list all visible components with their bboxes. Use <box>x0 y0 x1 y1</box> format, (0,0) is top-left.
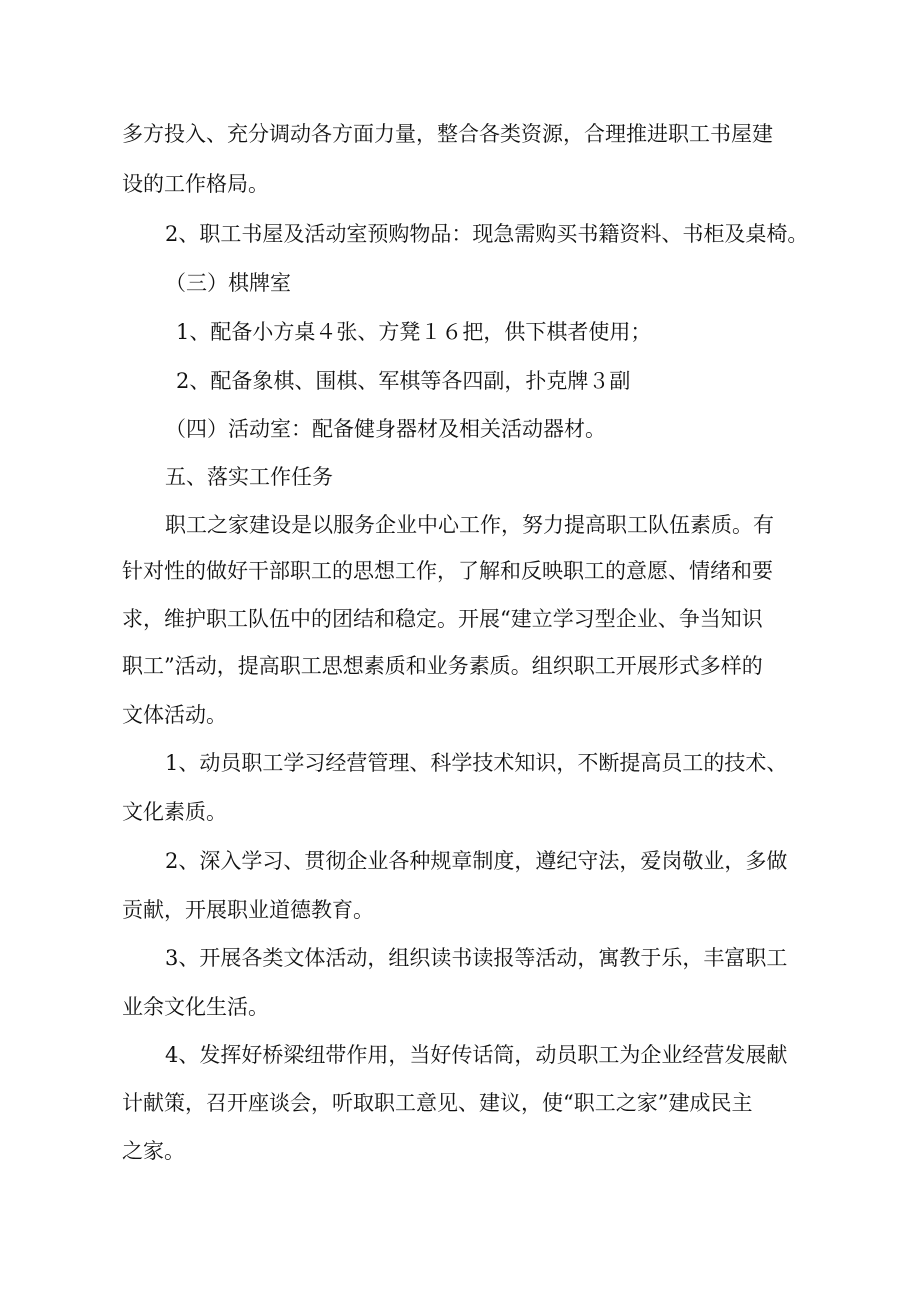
text-line: 3、开展各类文体活动，组织读书读报等活动，寓教于乐，丰富职工 <box>165 946 788 970</box>
text-line: 1、动员职工学习经营管理、科学技术知识，不断提高员工的技术、 <box>165 751 788 775</box>
text-line: 1、配备小方桌４张、方凳１６把，供下棋者使用； <box>176 320 652 344</box>
text-line: 职工之家建设是以服务企业中心工作，努力提高职工队伍素质。有 <box>165 513 774 537</box>
text-line: 五、落实工作任务 <box>165 465 333 489</box>
text-line: 之家。 <box>122 1139 185 1163</box>
text-line: 职工”活动，提高职工思想素质和业务素质。组织职工开展形式多样的 <box>122 654 763 678</box>
text-line: 针对性的做好干部职工的思想工作，了解和反映职工的意愿、情绪和要 <box>122 559 773 583</box>
text-line: 设的工作格局。 <box>122 172 269 196</box>
text-line: 2、深入学习、贯彻企业各种规章制度，遵纪守法，爱岗敬业，多做 <box>165 849 788 873</box>
text-line: （三）棋牌室 <box>165 271 291 295</box>
text-line: （四）活动室：配备健身器材及相关活动器材。 <box>165 417 606 441</box>
text-line: 2、职工书屋及活动室预购物品：现急需购买书籍资料、书柜及桌椅。 <box>165 222 809 246</box>
text-line: 文体活动。 <box>122 703 227 727</box>
text-line: 业余文化生活。 <box>122 995 269 1019</box>
text-line: 4、发挥好桥梁纽带作用，当好传话筒，动员职工为企业经营发展献 <box>165 1043 788 1067</box>
text-line: 计献策，召开座谈会，听取职工意见、建议，使“职工之家”建成民主 <box>122 1091 753 1115</box>
text-line: 2、配备象棋、围棋、军棋等各四副，扑克牌３副 <box>176 369 631 393</box>
text-line: 贡献，开展职业道德教育。 <box>122 898 374 922</box>
text-line: 多方投入、充分调动各方面力量，整合各类资源，合理推进职工书屋建 <box>122 122 773 146</box>
text-line: 文化素质。 <box>122 800 227 824</box>
text-line: 求，维护职工队伍中的团结和稳定。开展“建立学习型企业、争当知识 <box>122 607 763 631</box>
